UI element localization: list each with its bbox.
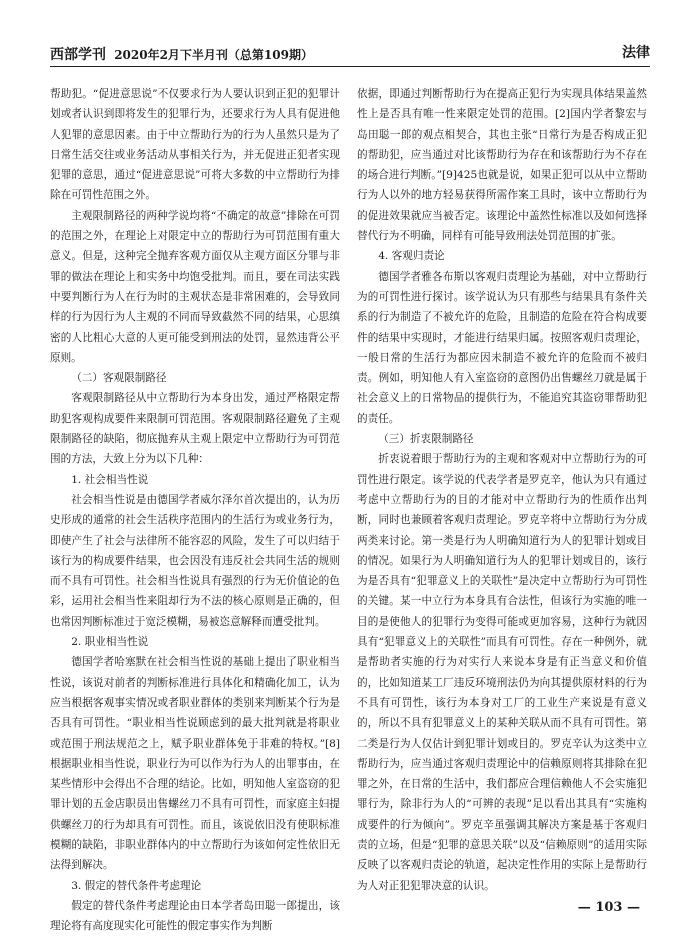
page-number: — 103 —	[577, 900, 640, 915]
paragraph: 假定的替代条件考虑理论由日本学者岛田聪一郎提出，该理论将有高度现实化可能性的假定事实作为判断	[50, 899, 340, 933]
paragraph: 折衷说着眼于帮助行为的主观和客观对中立帮助行为的可罚性进行限定。该学说的代表学者是罗克辛，他认为只有通过考虑中立帮助行为的目的才能对中立帮助行为的性质作出判断，同时也兼顾着客观归责理论。罗克辛将中立帮助行为分成两类来讨论。第一类是行为人明确知道行为人的犯罪计划或目的情况。如果行为人明确知道行为人的犯罪计划或目的，该行为是否具有“犯罪意义上的关联性”是决定中立帮助行为可罚性的关键。某一中立行为本身具有合法性，但该行为实施的唯一目的是使他人的犯罪行为变得可能或更加容易，这种行为就因具有“犯罪意义上的关联性”而具有可罚性。存在一种例外，就是帮助者实施的行为对实行人来说本身是有正当意义和价值的，比如知道某工厂违反环境刑法仍为向其提供原材料的行为不具有可罚性，该行为本身对工厂的工业生产来说是有意义的，所以不具有犯罪意义上的某种关联从而不具有可罚性。第二类是行为人仅估计到犯罪计划或目的。罗克辛认为这类中立帮助行为，应当通过客观归责理论中的信赖原则将其排除在犯罪之外，在日常的生活中，我们都应合理信赖他人不会实施犯罪行为，除非行为人的“可辨的表现”足以看出其具有“实施构成要件的行为倾向”。罗克辛虽强调其解决方案是基于客观归责的立场，但是“犯罪的意思关联”以及“信赖原则”的适用实际反映了以客观归责论的轨道，起决定性作用的实际上是帮助行为人对正犯犯罪决意的认识。	[357, 453, 647, 892]
issue-info: 2020年2月下半月刊（总第109期）	[114, 48, 313, 62]
section-heading: （二）客观限制路径	[71, 372, 167, 385]
paragraph: 主观限制路径的两种学说均将“不确定的故意”排除在可罚的范围之外，在理论上对限定中立的帮助行为可罚范围有重大意义。但是，这种完全抛弃客观方面仅从主观方面区分罪与非罪的做法在理论上和实务中均饱受批判。而且，要在司法实践中要判断行为人在行为时的主观状态是非常困难的，会导致同样的行为因行为人主观的不同而导致截然不同的结果，心思缜密的人比粗心大意的人更可能受到刑法的处罚，显然违背公平原则。	[50, 209, 340, 364]
paragraph: 德国学者哈塞默在社会相当性说的基础上提出了职业相当性说，该说对前者的判断标准进行具体化和精确化加工，认为应当根据客观事实情况或者职业群体的类别来判断某个行为是否具有可罚性。“职业相当性说顾虑到的最大批判就是将职业或范围于刑法规范之上，赋予职业群体免于非难的特权。”[8]根据职业相当性说，职业行为可以作为行为人的出罪事由，在某些情形中会得出不合理的结论。比如，明知他人室盗窃的犯罪计划的五金店职员出售螺丝刀不具有可罚性，而家庭主妇提供螺丝刀的行为却具有可罚性。而且，该说依旧没有使职标准模糊的缺陷，非职业群体内的中立帮助行为该如何定性依旧无法得到解决。	[50, 656, 340, 872]
paragraph: 依据，即通过判断帮助行为在提高正犯行为实现具体结果盖然性上是否具有唯一性来限定处罚的范围。[2]国内学者黎宏与岛田聪一郎的观点相契合，其也主张“日常行为是否构成正犯的帮助犯，应当通过对比该帮助行为存在和该帮助行为不存在的场合进行判断。”[9]425也就是说，如果正犯可以从中立帮助行为人以外的地方轻易获得所需作案工具时，该中立帮助行为的促进效果就应当被否定。该理论中盖然性标准以及如何选择替代行为不明确，同样有可能导致刑法处罚范围的扩张。	[357, 88, 647, 243]
section-heading: （三）折衷限制路径	[378, 433, 474, 446]
journal-info	[50, 44, 313, 64]
paragraph: 德国学者雅各布斯以客观归责理论为基础，对中立帮助行为的可罚性进行探讨。该学说认为只有那些与结果具有条件关系的行为制造了不被允许的危险，且制造的危险在符合构成要件的结果中实现时，才能进行结果归属。按照客观归责理论，一般日常的生活行为都应因未制造不被允许的危险而不被归责。例如，明知他人有入室盗窃的意图仍出售螺丝刀就是属于社会意义上的日常物品的提供行为，不能追究其盗窃罪帮助犯的责任。	[357, 270, 647, 425]
section-title: 法律	[622, 45, 650, 61]
section-heading: 1. 社会相当性说	[71, 473, 149, 486]
journal-logo: 西部学刊	[50, 47, 106, 63]
left-column	[50, 84, 340, 936]
right-column	[357, 84, 647, 896]
paragraph: 帮助犯。“促进意思说”不仅要求行为人要认识到正犯的犯罪计划或者认识到即将发生的犯罪行为，还要求行为人具有促进他人犯罪的意思因素。由于中立帮助行为的行为人虽然只是为了日常生活交往或业务活动从事相关行为，并无促进正犯者实现犯罪的意思，通过“促进意思说”可将大多数的中立帮助行为排除在可罚性范围之外。	[50, 88, 340, 202]
header-rule	[50, 66, 650, 67]
section-heading: 4. 客观归责论	[378, 250, 445, 263]
page-header	[50, 40, 650, 64]
paragraph: 客观限制路径从中立帮助行为本身出发，通过严格限定帮助犯客观构成要件来限制可罚范围。客观限制路径避免了主观限制路径的缺陷，彻底抛弃从主观上限定中立帮助行为可罚范围的方法，大致上分为以下几种：	[50, 392, 340, 466]
section-heading: 2. 职业相当性说	[71, 636, 149, 649]
paragraph: 社会相当性说是由德国学者威尔泽尔首次提出的，认为历史形成的通常的社会生活秩序范围内的生活行为或业务行为，即使产生了社会与法律所不能容忍的风险，发生了可以归结于该行为的构成要件结果，也会因没有违反社会共同生活的规则而不具有可罚性。社会相当性说具有强烈的行为无价值论的色彩，运用社会相当性来阻却行为不法的核心原则是正确的，但也常因判断标准过于宽泛模糊，易被恣意解释而遭受批判。	[50, 493, 340, 628]
section-heading: 3. 假定的替代条件考虑理论	[71, 879, 202, 892]
